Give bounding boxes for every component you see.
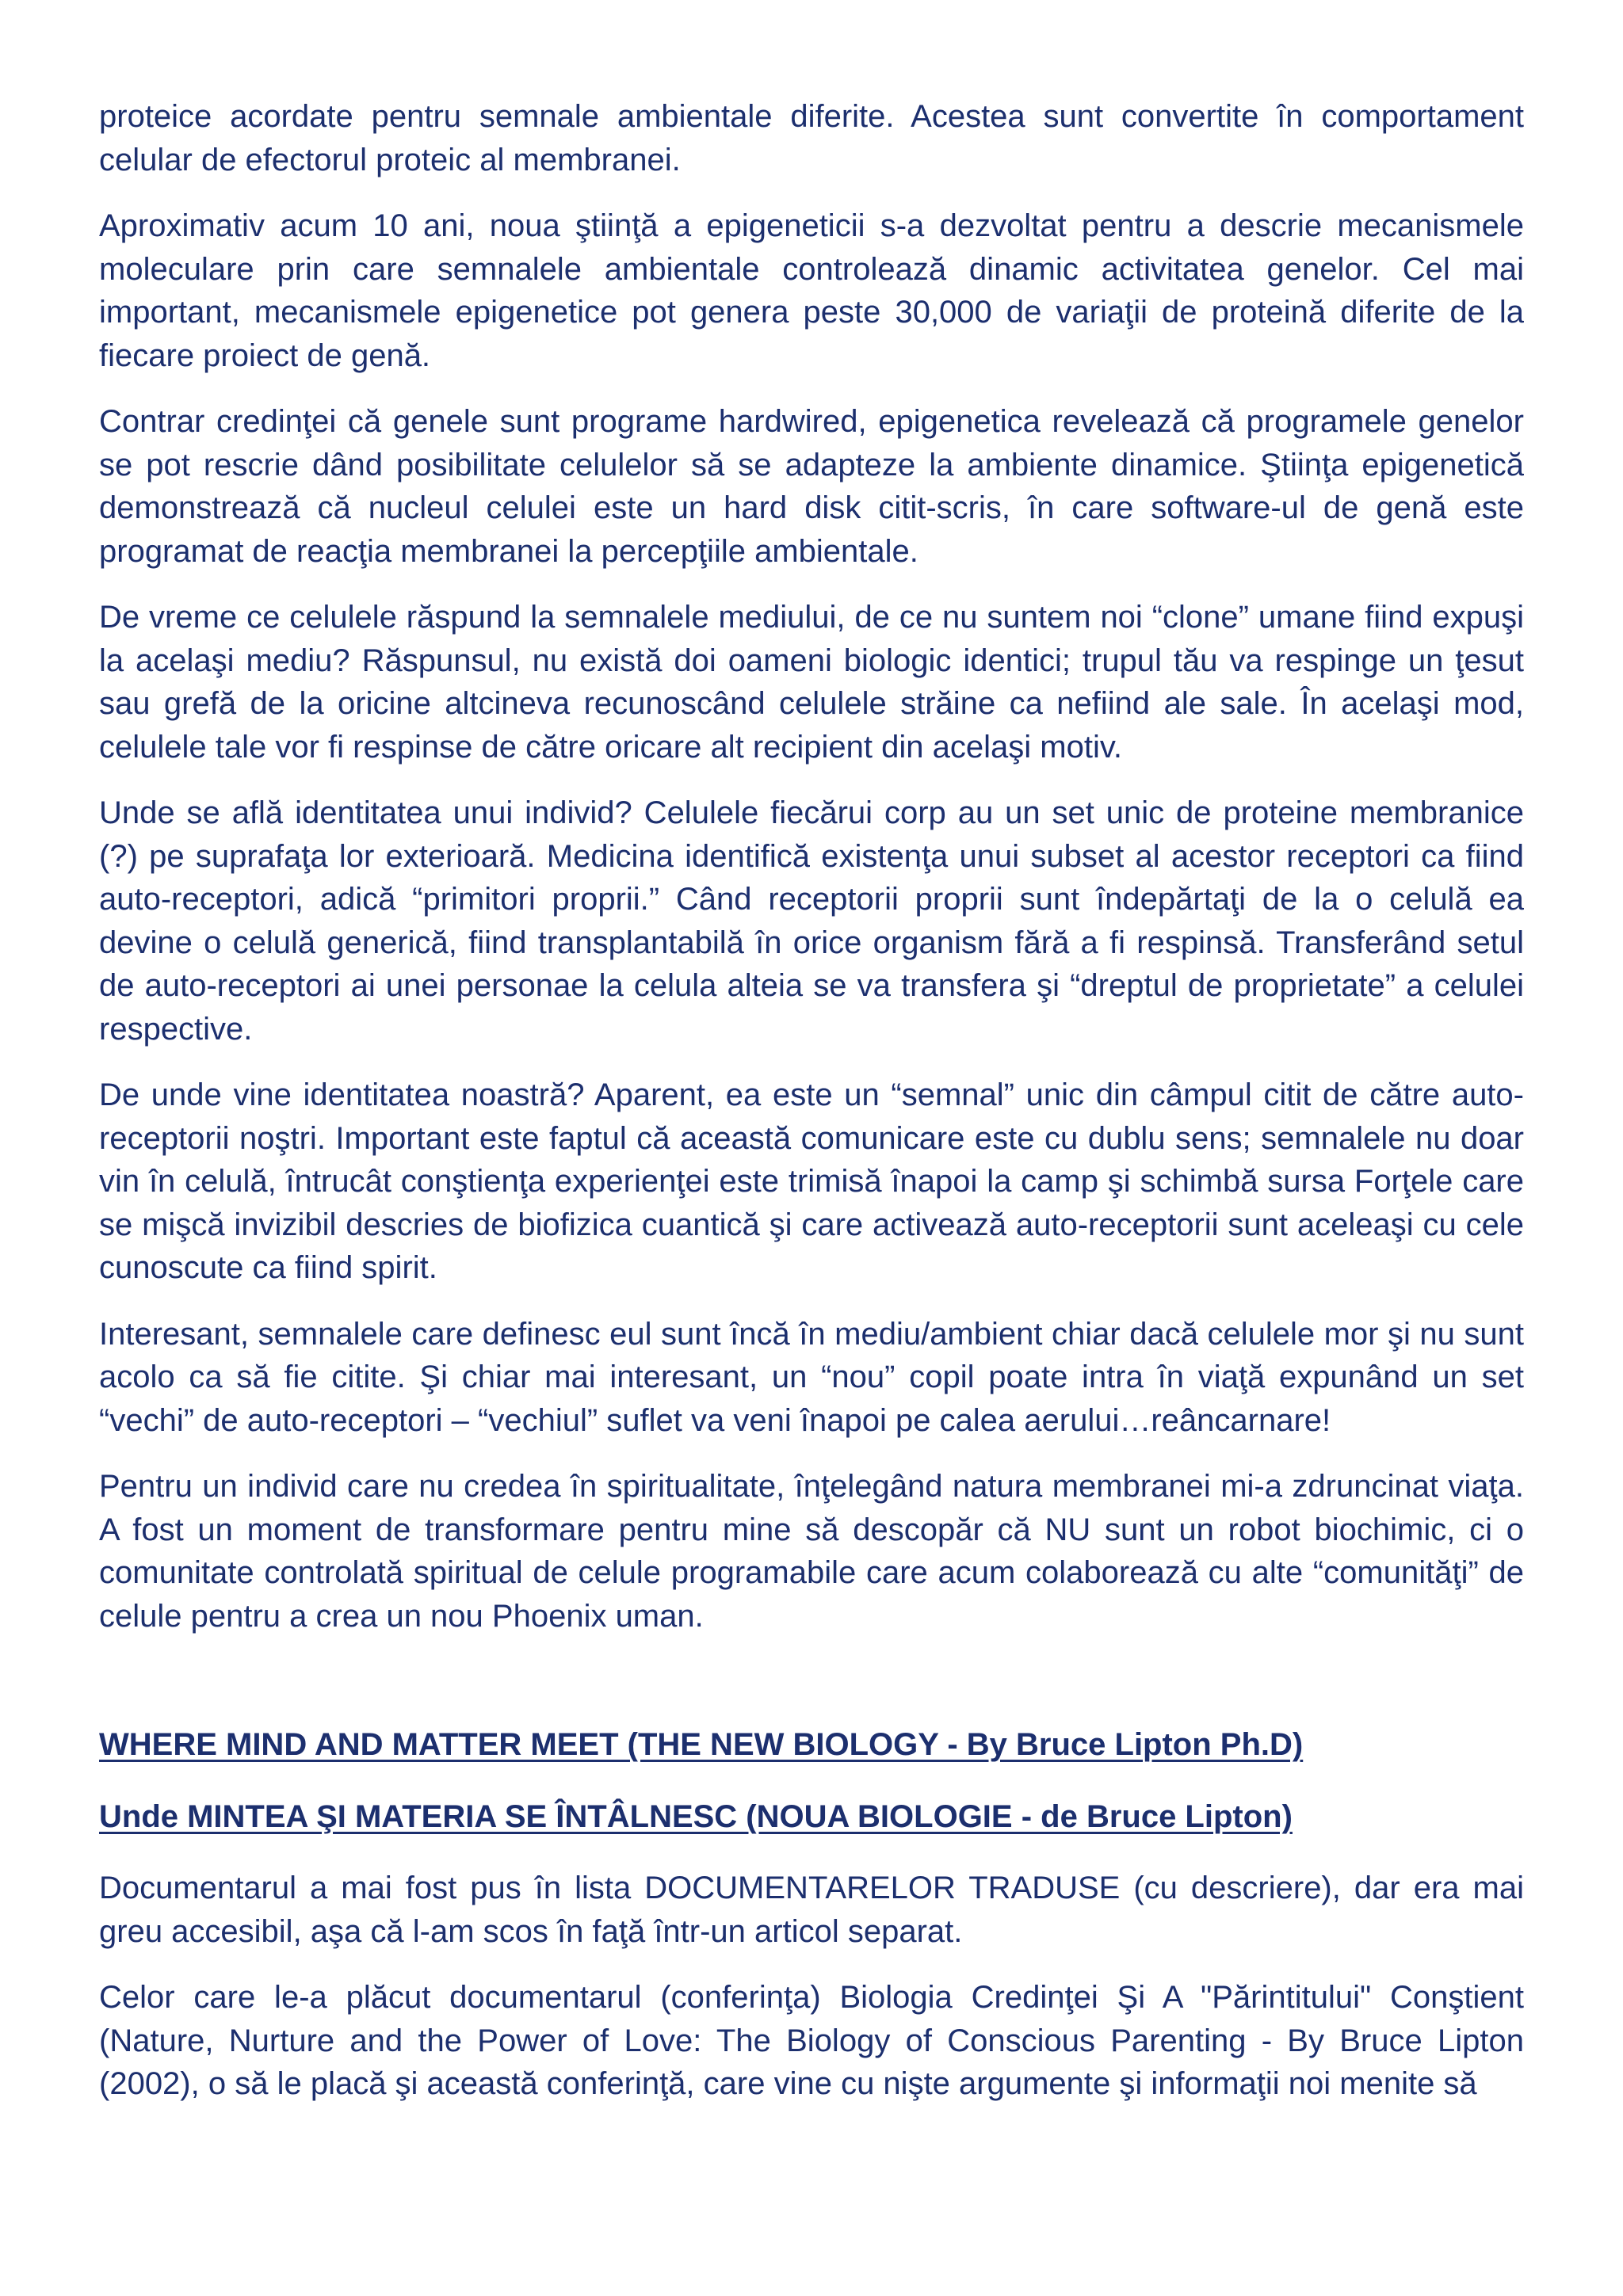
paragraph-gene-programs: Contrar credinţei că genele sunt programe hardwired, epigenetica revelează că programele genelor se pot rescrie dând posibilitate celulelor să se adapteze la ambiente dinamice. Ştiinţa epigenetică demonstrează că nucleul celulei este un hard disk citit-scris, în care software-ul de genă este programat de reacţia membranei la percepţiile ambientale. [99, 404, 1524, 569]
section-spacer [99, 1638, 1524, 1723]
paragraph-transformation: Pentru un individ care nu credea în spiritualitate, înţelegând natura membranei mi-a zdruncinat viaţa. A fost un moment de transformare pentru mine să descopăr că NU sunt un robot biochimic, ci o comunitate controlată spiritual de celule programabile care acum colaborează cu alte “comunităţi” de celule pentru a crea un nou Phoenix uman. [99, 1469, 1524, 1634]
paragraph-self-signals: Interesant, semnalele care definesc eul sunt încă în mediu/ambient chiar dacă celulele mor şi nu sunt acolo ca să fie citite. Şi chiar mai interesant, un “nou” copil poate intra în viaţă expunând un set “vechi” de auto-receptori – “vechiul” suflet va veni înapoi pe calea aerului…reâncarnare! [99, 1316, 1524, 1438]
paragraph-intro-continuation: proteice acordate pentru semnale ambientale diferite. Acestea sunt convertite în comportament celular de efectorul proteic al membranei. [99, 99, 1524, 177]
document-page [99, 95, 1524, 2106]
paragraph-identity: Unde se află identitatea unui individ? Celulele fiecărui corp au un set unic de proteine membranice (?) pe suprafaţa lor exterioară. Medicina identifică existenţa unui subset al acestor receptori ca fiind auto-receptori, adică “primitori proprii.” Când receptorii proprii sunt îndepărtaţi de la o celulă ea devine o celulă generică, fiind transplantabilă în orice organism fără a fi respinsă. Transferând setul de auto-receptori ai unei personae la celula alteia se va transfera şi “dreptul de proprietate” a celulei respective. [99, 795, 1524, 1047]
heading-english-link[interactable]: WHERE MIND AND MATTER MEET (THE NEW BIOLOGY - By Bruce Lipton Ph.D) [99, 1727, 1304, 1762]
paragraph-epigenetics: Aproximativ acum 10 ani, noua ştiinţă a epigeneticii s-a dezvoltat pentru a descrie mecanismele moleculare prin care semnalele ambientale controlează dinamic activitatea genelor. Cel mai important, mecanismele epigenetice pot genera peste 30,000 de variaţii de proteină diferite de la fiecare proiect de genă. [99, 208, 1524, 373]
paragraph-clones: De vreme ce celulele răspund la semnalele mediului, de ce nu suntem noi “clone” umane fiind expuşi la acelaşi mediu? Răspunsul, nu există doi oameni biologic identici; trupul tău va respinge un ţesut sau grefă de la oricine altcineva recunoscând celulele străine ca nefiind ale sale. În acelaşi mod, celulele tale vor fi respinse de către oricare alt recipient din acelaşi motiv. [99, 600, 1524, 765]
paragraph-documentary-list: Documentarul a mai fost pus în lista DOCUMENTARELOR TRADUSE (cu descriere), dar era mai greu accesibil, aşa că l-am scos în faţă într-un articol separat. [99, 1871, 1524, 1949]
paragraph-conference: Celor care le-a plăcut documentarul (conferinţa) Biologia Credinţei Şi A "Părintitului" Conştient (Nature, Nurture and the Power of Love: The Biology of Conscious Parenting - By Bruce Lipton (2002), o să le placă şi această conferinţă, care vine cu nişte argumente şi informaţii noi menite să [99, 1980, 1524, 2101]
paragraph-identity-source: De unde vine identitatea noastră? Aparent, ea este un “semnal” unic din câmpul citit de către auto-receptorii noştri. Important este faptul că această comunicare este cu dublu sens; semnalele nu doar vin în celulă, întrucât conştienţa experienţei este trimisă înapoi la camp şi schimbă sursa Forţele care se mişcă invizibil descries de biofizica cuantică şi care activează auto-receptorii sunt aceleaşi cu cele cunoscute ca fiind spirit. [99, 1077, 1524, 1285]
heading-romanian-link[interactable]: Unde MINTEA ŞI MATERIA SE ÎNTÂLNESC (NOUA BIOLOGIE - de Bruce Lipton) [99, 1798, 1293, 1834]
